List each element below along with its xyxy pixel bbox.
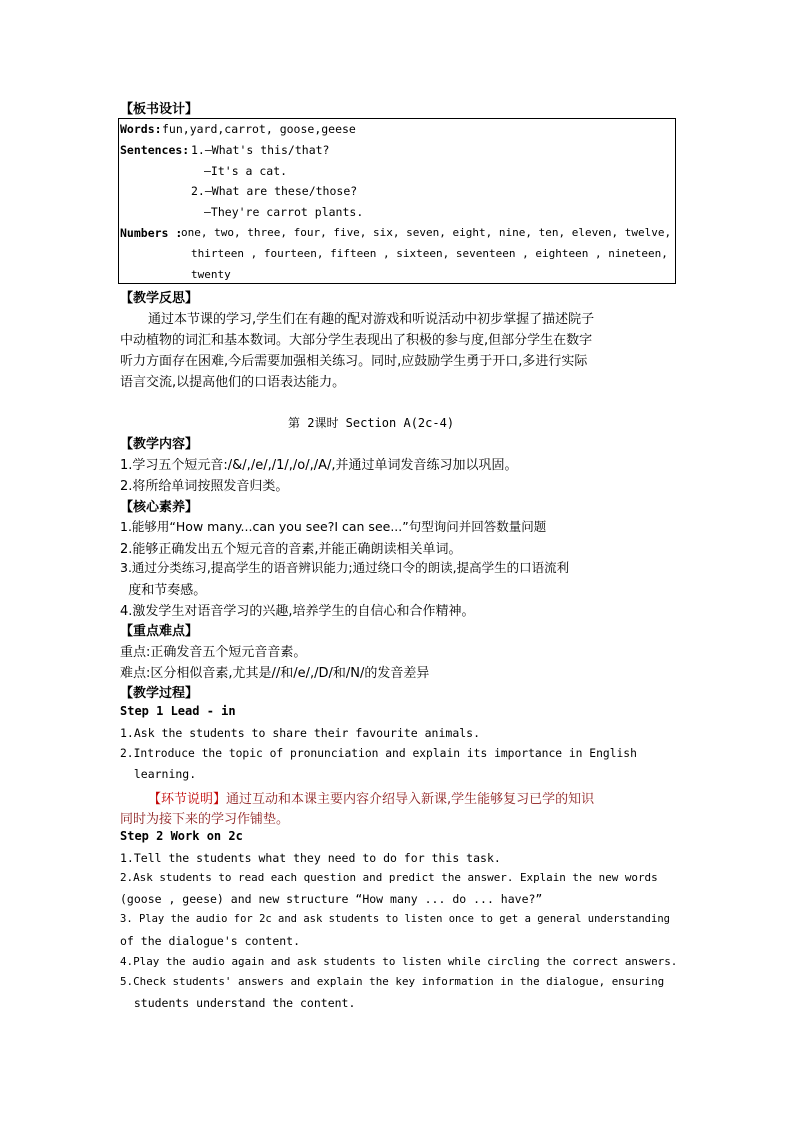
reflection-line: 中动植物的词汇和基本数词。大部分学生表现出了积极的参与度,但部分学生在数字 [120,333,593,348]
reflection-heading: 【教学反思】 [120,291,199,306]
step2-title: Step 2 Work on 2c [120,829,243,843]
sentence-line: —They're carrot plants. [204,205,364,219]
lesson-title: 第 2课时 Section A(2c-4) [288,416,455,430]
note-label: 【环节说明】 [148,792,227,807]
words-label: Words: [120,122,162,136]
number-line: thirteen , fourteen, fifteen , sixteen, seventeen , eighteen , nineteen, [191,247,668,260]
numbers-label: Numbers : [120,226,183,240]
content-heading: 【教学内容】 [120,437,199,452]
sentences-label: Sentences: [120,143,190,157]
reflection-line: 听力方面存在困难,今后需要加强相关练习。同时,应鼓励学生勇于开口,多进行实际 [120,354,588,369]
reflection-line: 通过本节课的学习,学生们在有趣的配对游戏和听说活动中初步掌握了描述院子 [148,312,595,327]
competency-line: 4.激发学生对语音学习的兴趣,培养学生的自信心和合作精神。 [120,604,475,619]
step1-title: Step 1 Lead - in [120,704,236,718]
keypoints-line: 难点:区分相似音素,尤其是//和/e/,/D/和/N/的发音差异 [120,666,430,681]
content-line: 2.将所给单词按照发音归类。 [120,479,289,494]
sentence-line: —It's a cat. [204,164,288,178]
sentence-line: 2.—What are these/those? [191,184,358,198]
step2-line: 3. Play the audio for 2c and ask students to listen once to get a general understanding [120,913,670,925]
step1-line: learning. [120,767,197,781]
step2-line: of the dialogue's content. [120,934,301,948]
words-value: fun,yard,carrot, goose,geese [162,122,356,136]
keypoints-heading: 【重点难点】 [120,624,199,639]
sentence-line: 1.—What's this/that? [191,143,330,157]
note-line-2: 同时为接下来的学习作铺垫。 [120,812,290,827]
step2-line: students understand the content. [120,996,356,1010]
step1-line: 2.Introduce the topic of pronunciation and explain its importance in English [120,747,637,760]
note-text: 通过互动和本课主要内容介绍导入新课,学生能够复习已学的知识 [226,792,595,807]
process-heading: 【教学过程】 [120,686,199,701]
content-line: 1.学习五个短元音:/&/,/e/,/1/,/o/,/A/,并通过单词发音练习加以巩固。 [120,458,518,473]
number-line: twenty [191,268,231,281]
step2-line: 1.Tell the students what they need to do for this task. [120,851,501,865]
keypoints-line: 重点:正确发音五个短元音音素。 [120,645,307,660]
competency-line: 度和节奏感。 [120,583,207,598]
step2-line: (goose , geese) and new structure “How many ... do ... have?” [120,892,543,906]
number-line: one, two, three, four, five, six, seven, eight, nine, ten, eleven, twelve, [181,226,672,239]
competency-line: 1.能够用“How many...can you see?I can see...”句型询问并回答数量问题 [120,519,547,534]
step2-line: 5.Check students' answers and explain the key information in the dialogue, ensuring [120,975,665,988]
competency-line: 3.通过分类练习,提高学生的语音辨识能力;通过绕口令的朗读,提高学生的口语流利 [120,560,570,575]
reflection-line: 语言交流,以提高他们的口语表达能力。 [120,375,346,390]
competency-heading: 【核心素养】 [120,500,199,515]
note-line-1 [148,788,594,807]
step1-line: 1.Ask the students to share their favourite animals. [120,726,481,740]
step2-line: 2.Ask students to read each question and predict the answer. Explain the new words [120,871,658,884]
step2-line: 4.Play the audio again and ask students to listen while circling the correct answers. [120,955,678,968]
board-design-heading: 【板书设计】 [120,102,199,117]
competency-line: 2.能够正确发出五个短元音的音素,并能正确朗读相关单词。 [120,542,462,557]
